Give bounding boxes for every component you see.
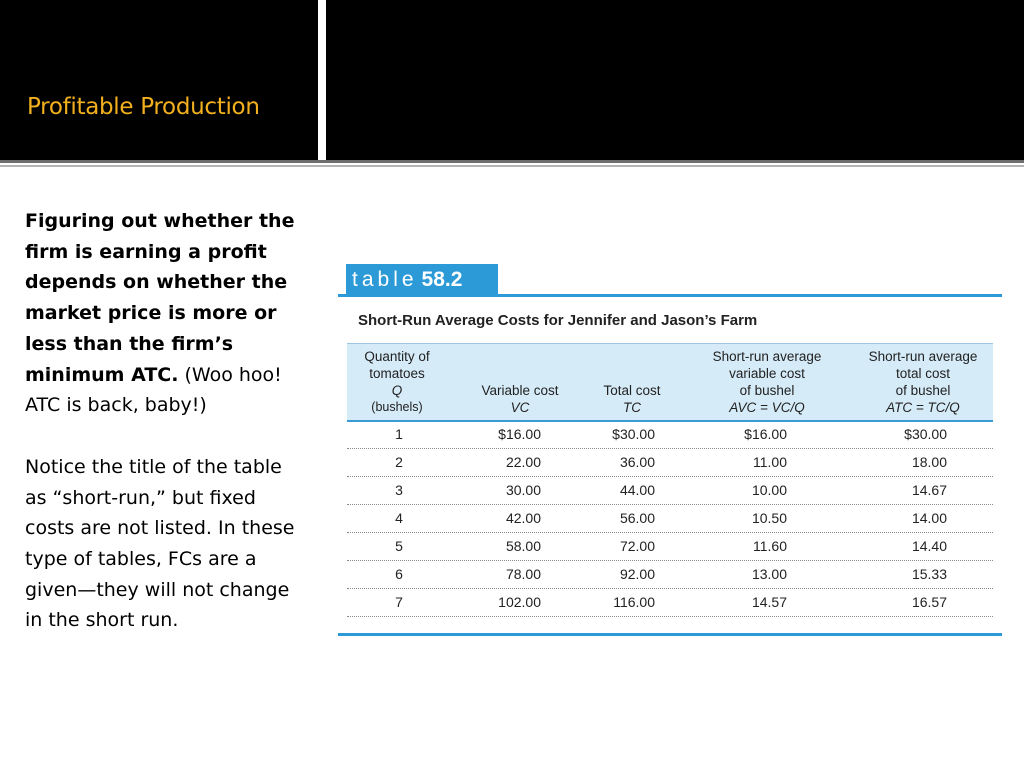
cell-atc: 14.40 [911,538,947,554]
table-header [347,343,993,422]
slide-body [25,206,300,636]
table-row [347,477,993,505]
table-row [347,589,993,617]
header-avc [697,348,837,416]
header-rule [0,160,1024,163]
cell-variable-cost: 58.00 [505,538,541,554]
table-row [347,561,993,589]
slide-title: Profitable Production [27,94,260,120]
cell-total-cost: $30.00 [612,426,655,442]
header-tc-line1: Total cost [603,383,661,398]
table-row [347,505,993,533]
cell-quantity: 7 [395,594,403,610]
header-quantity-line1: Quantity of [364,349,430,364]
header-atc [853,348,993,416]
header-vc-line1: Variable cost [481,383,559,398]
table-tag-number: 58.2 [421,268,463,291]
paragraph-1-bold: Figuring out whether the firm is earning a profit depends on whether the market price is more or less than the firm’s minimum ATC. [25,210,295,386]
table-caption: Short-Run Average Costs for Jennifer and Jason’s Farm [358,312,758,329]
cell-atc: 16.57 [911,594,947,610]
header-divider [318,0,326,160]
header-avc-line3: of bushel [739,383,795,398]
header-right-panel [326,0,1024,160]
cell-total-cost: 72.00 [619,538,655,554]
header-quantity-unit: (bushels) [371,400,423,414]
table-tag [346,264,498,296]
cell-quantity: 3 [395,482,403,498]
header-atc-line1: Short-run average [868,349,978,364]
cell-avc: 13.00 [751,566,787,582]
table-tag-word: table [352,268,418,291]
cell-avc: 11.60 [753,538,787,554]
header-quantity-symbol: Q [391,383,403,398]
header-tc-symbol: TC [623,400,641,415]
header-atc-formula: ATC = TC/Q [886,400,960,415]
paragraph-1-aside: (Woo hoo! ATC is back, baby!) [25,363,282,417]
cost-table-figure [338,264,1002,636]
cell-total-cost: 44.00 [619,482,655,498]
cell-variable-cost: 102.00 [498,594,541,610]
header-quantity [353,348,441,416]
paragraph-1 [25,206,300,421]
header-avc-line2: variable cost [729,366,805,381]
header-atc-line3: of bushel [895,383,951,398]
cell-total-cost: 36.00 [619,454,655,470]
cell-total-cost: 56.00 [619,510,655,526]
cell-variable-cost: 42.00 [505,510,541,526]
table-row [347,421,993,449]
table-top-rule [338,294,1002,297]
cell-quantity: 2 [395,454,403,470]
header-variable-cost [465,382,575,416]
header-total-cost [587,382,677,416]
header-rule-secondary [0,165,1024,167]
cell-total-cost: 92.00 [619,566,655,582]
cell-atc: 14.00 [911,510,947,526]
paragraph-2: Notice the title of the table as “short-run,” but fixed costs are not listed. In these type of tables, FCs are a given—they will not change in the short run. [25,455,295,632]
table-row [347,449,993,477]
cell-variable-cost: $16.00 [498,426,541,442]
cell-quantity: 1 [395,426,403,442]
cell-avc: 10.00 [751,482,787,498]
header-left-panel [0,0,318,160]
cell-atc: 15.33 [911,566,947,582]
cell-avc: 10.50 [751,510,787,526]
table-bottom-rule [338,633,1002,636]
cell-quantity: 4 [395,510,403,526]
cell-atc: $30.00 [904,426,947,442]
header-vc-symbol: VC [510,400,530,415]
header-quantity-line2: tomatoes [369,366,425,381]
cell-quantity: 6 [395,566,403,582]
header-atc-line2: total cost [895,366,951,381]
cell-quantity: 5 [395,538,403,554]
cell-total-cost: 116.00 [613,594,655,610]
header-avc-line1: Short-run average [712,349,822,364]
cell-avc: $16.00 [744,426,787,442]
cell-atc: 14.67 [911,482,947,498]
header-avc-formula: AVC = VC/Q [729,400,805,415]
cell-variable-cost: 30.00 [505,482,541,498]
table-row [347,533,993,561]
cell-variable-cost: 78.00 [505,566,541,582]
cell-avc: 11.00 [753,454,787,470]
cell-avc: 14.57 [751,594,787,610]
table-body [347,421,993,617]
cell-variable-cost: 22.00 [505,454,541,470]
cell-atc: 18.00 [911,454,947,470]
